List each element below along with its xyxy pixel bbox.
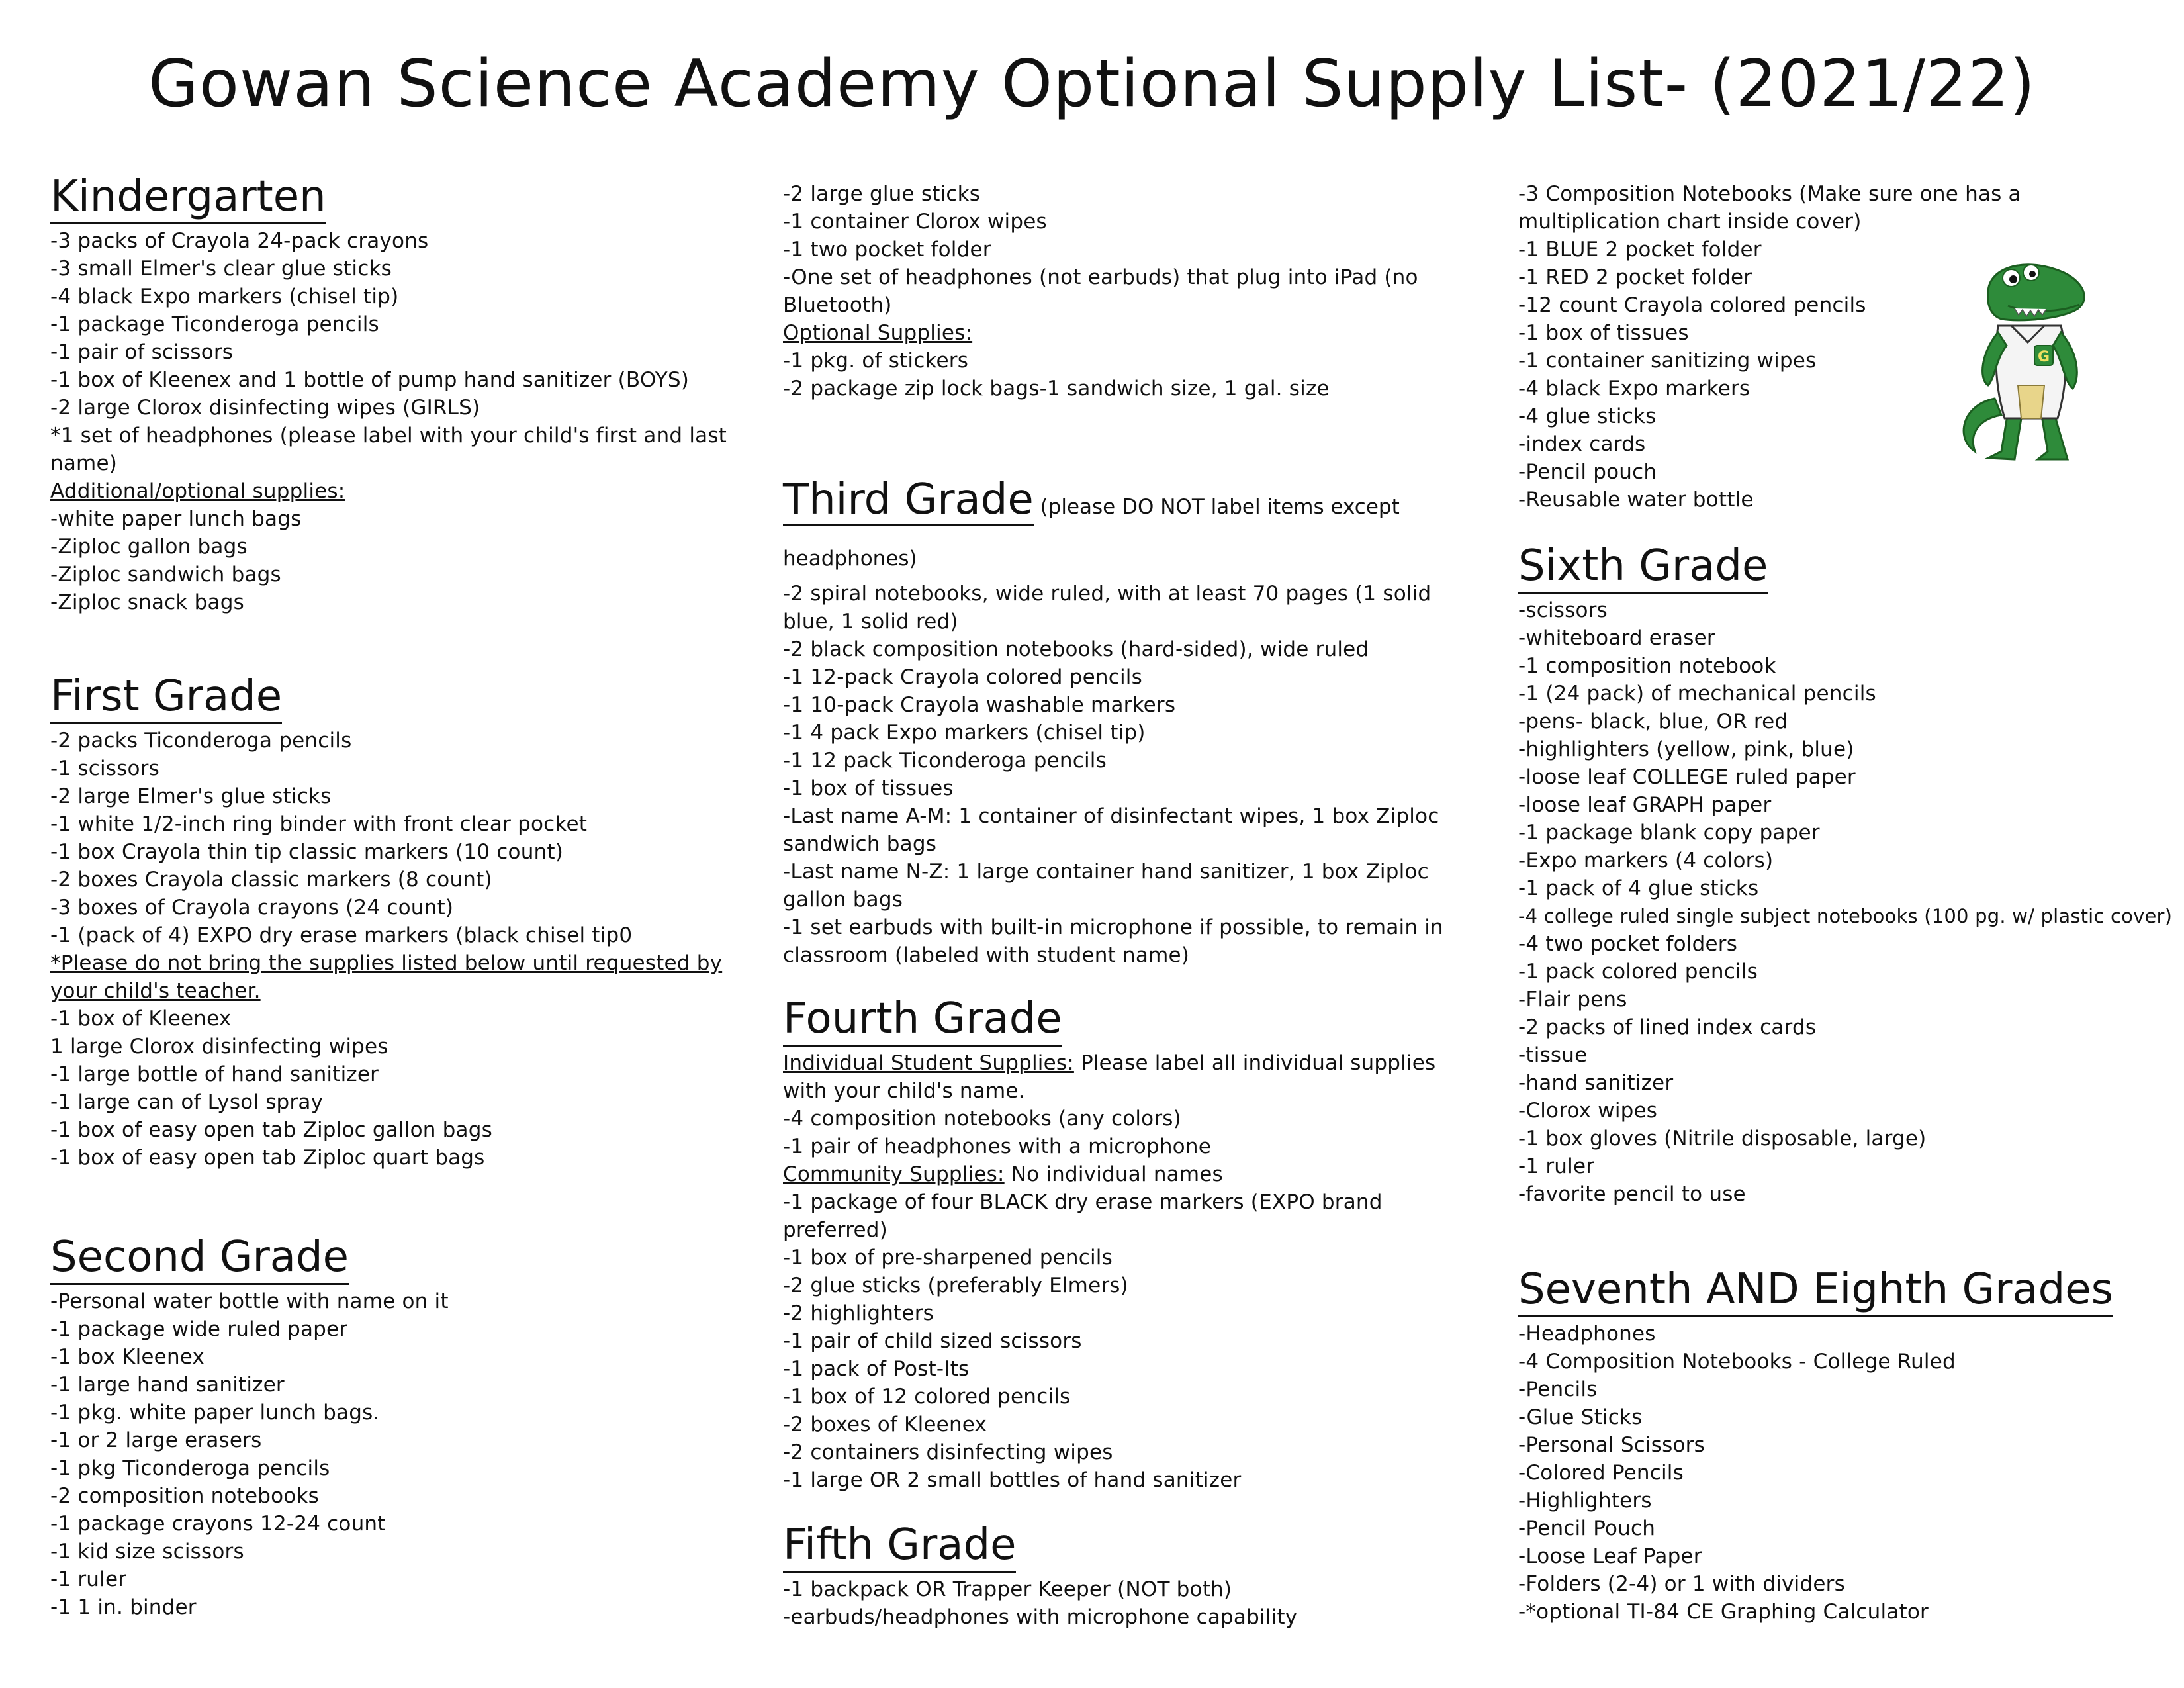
list-item: -1 box of 12 colored pencils	[783, 1385, 1071, 1409]
list-item: -earbuds/headphones with microphone capability	[783, 1605, 1298, 1629]
list-item: -1 pkg. white paper lunch bags.	[50, 1401, 380, 1425]
list-item: -3 packs of Crayola 24-pack crayons	[50, 229, 429, 253]
section-first-grade	[50, 671, 745, 1172]
list-item: -4 black Expo markers (chisel tip)	[50, 285, 399, 308]
list-item: -*optional TI-84 CE Graphing Calculator	[1518, 1600, 1929, 1624]
first-grade-requested-list	[50, 1005, 745, 1172]
list-item: -1 1 in. binder	[50, 1595, 197, 1619]
list-item: -1 12-pack Crayola colored pencils	[783, 665, 1142, 689]
list-item: -1 white 1/2-inch ring binder with front clear pocket	[50, 812, 588, 836]
list-item: -2 large Elmer's glue sticks	[50, 784, 332, 808]
third-grade-note: (please DO NOT label items except headphones)	[783, 495, 1400, 571]
list-item: -1 set earbuds with built-in microphone if possible, to remain in classroom (labeled with student name)	[783, 915, 1443, 967]
list-item: -1 large hand sanitizer	[50, 1373, 285, 1397]
section-heading-sixth-grade: Sixth Grade	[1518, 540, 1768, 594]
section-heading-fourth-grade: Fourth Grade	[783, 993, 1062, 1047]
section-heading-seventh-eighth-grades: Seventh AND Eighth Grades	[1518, 1264, 2113, 1317]
section-second-grade	[50, 1231, 745, 1621]
list-item: 1 large Clorox disinfecting wipes	[50, 1035, 388, 1058]
list-item: -Pencil pouch	[1518, 460, 1657, 484]
list-item: -Personal water bottle with name on it	[50, 1289, 449, 1313]
list-item: -1 box gloves (Nitrile disposable, large)	[1518, 1127, 1927, 1150]
mascot-badge-letter: G	[2037, 349, 2050, 365]
list-item: -2 black composition notebooks (hard-sided), wide ruled	[783, 637, 1369, 661]
list-item: -1 (24 pack) of mechanical pencils	[1518, 682, 1876, 706]
list-item: -loose leaf GRAPH paper	[1518, 793, 1772, 817]
section-heading-first-grade: First Grade	[50, 671, 282, 724]
list-item: -2 package zip lock bags-1 sandwich size, 1 gal. size	[783, 377, 1330, 400]
individual-supplies-label: Individual Student Supplies:	[783, 1051, 1074, 1075]
list-item: -1 pack of Post-Its	[783, 1357, 970, 1381]
list-item: -1 pkg. of stickers	[783, 349, 969, 373]
list-item: -Pencil Pouch	[1518, 1517, 1656, 1540]
list-item: -Ziploc gallon bags	[50, 535, 248, 559]
list-item: -3 small Elmer's clear glue sticks	[50, 257, 392, 281]
list-item: -1 pair of child sized scissors	[783, 1329, 1082, 1353]
list-item: -12 count Crayola colored pencils	[1518, 293, 1866, 317]
section-third-grade	[783, 474, 1471, 969]
list-item: -1 pack of 4 glue sticks	[1518, 876, 1759, 900]
list-item: -1 kid size scissors	[50, 1540, 244, 1564]
kindergarten-optional-list	[50, 505, 745, 616]
section-fourth-grade	[783, 993, 1471, 1494]
list-item: -4 two pocket folders	[1518, 932, 1738, 956]
section-sixth-grade	[1518, 540, 2173, 1208]
list-item: -1 box of easy open tab Ziploc quart bags	[50, 1146, 485, 1170]
list-item: -1 4 pack Expo markers (chisel tip)	[783, 721, 1146, 745]
list-item: -Flair pens	[1518, 988, 1627, 1011]
section-second-grade-continued	[783, 180, 1471, 402]
list-item: -1 box of Kleenex and 1 bottle of pump hand sanitizer (BOYS)	[50, 368, 690, 392]
list-item: -Last name A-M: 1 container of disinfectant wipes, 1 box Ziploc sandwich bags	[783, 804, 1439, 856]
list-item: -hand sanitizer	[1518, 1071, 1674, 1095]
list-item: -1 two pocket folder	[783, 238, 991, 261]
kindergarten-item-list	[50, 227, 745, 477]
list-item: -1 ruler	[50, 1568, 127, 1591]
list-item: -2 packs of lined index cards	[1518, 1015, 1817, 1039]
list-item: -1 backpack OR Trapper Keeper (NOT both)	[783, 1577, 1232, 1601]
list-item: -1 package blank copy paper	[1518, 821, 1820, 845]
third-grade-item-list	[783, 580, 1471, 969]
list-item: -1 pair of headphones with a microphone	[783, 1135, 1211, 1158]
list-item: -1 package wide ruled paper	[50, 1317, 348, 1341]
list-item: -4 black Expo markers	[1518, 377, 1751, 400]
list-item: -Ziploc sandwich bags	[50, 563, 281, 586]
community-supplies-intro	[783, 1160, 1471, 1188]
list-item: -1 BLUE 2 pocket folder	[1518, 238, 1762, 261]
list-item: -Glue Sticks	[1518, 1405, 1643, 1429]
alligator-mascot-icon	[1948, 253, 2107, 465]
list-item: -favorite pencil to use	[1518, 1182, 1746, 1206]
list-item: -Expo markers (4 colors)	[1518, 849, 1774, 872]
list-item: -white paper lunch bags	[50, 507, 302, 531]
section-heading-second-grade: Second Grade	[50, 1231, 349, 1285]
list-item: -4 college ruled single subject notebooks (100 pg. w/ plastic cover)	[1518, 905, 2173, 927]
community-supplies-text: No individual names	[1004, 1162, 1223, 1186]
individual-supplies-intro	[783, 1049, 1471, 1105]
list-item: -4 glue sticks	[1518, 404, 1657, 428]
list-item: -2 boxes Crayola classic markers (8 count)	[50, 868, 492, 892]
list-item: -1 container Clorox wipes	[783, 210, 1047, 234]
list-item: -1 RED 2 pocket folder	[1518, 265, 1752, 289]
list-item: -1 box of tissues	[1518, 321, 1689, 345]
list-item: -2 large glue sticks	[783, 182, 981, 206]
section-fifth-grade	[783, 1519, 1471, 1631]
list-item: -whiteboard eraser	[1518, 626, 1715, 650]
list-item: -4 composition notebooks (any colors)	[783, 1107, 1181, 1131]
section-heading-third-grade	[783, 474, 1471, 577]
list-item: -Headphones	[1518, 1322, 1656, 1346]
list-item: -1 pair of scissors	[50, 340, 234, 364]
list-item: -Reusable water bottle	[1518, 488, 1754, 512]
list-item: -1 box of tissues	[783, 776, 954, 800]
section-kindergarten	[50, 171, 745, 616]
first-grade-item-list	[50, 727, 745, 949]
list-item: -1 large bottle of hand sanitizer	[50, 1062, 379, 1086]
list-item: -Clorox wipes	[1518, 1099, 1658, 1123]
individual-supplies-text: Please label all individual supplies with your child's name.	[783, 1051, 1436, 1103]
list-item: -highlighters (yellow, pink, blue)	[1518, 737, 1854, 761]
list-item: -pens- black, blue, OR red	[1518, 710, 1788, 733]
list-item: -2 spiral notebooks, wide ruled, with at least 70 pages (1 solid blue, 1 solid red)	[783, 582, 1432, 633]
list-item: -1 large can of Lysol spray	[50, 1090, 324, 1114]
list-item: -Last name N-Z: 1 large container hand sanitizer, 1 box Ziploc gallon bags	[783, 860, 1429, 912]
list-item: -3 boxes of Crayola crayons (24 count)	[50, 896, 454, 919]
list-item: -1 container sanitizing wipes	[1518, 349, 1817, 373]
column-2	[783, 180, 1471, 1631]
list-item: -scissors	[1518, 598, 1608, 622]
list-item: -Pencils	[1518, 1378, 1598, 1401]
list-item: -1 box Kleenex	[50, 1345, 205, 1369]
list-item: -1 box of easy open tab Ziploc gallon bags	[50, 1118, 492, 1142]
list-item: -One set of headphones (not earbuds) that plug into iPad (no Bluetooth)	[783, 265, 1418, 317]
list-item: -tissue	[1518, 1043, 1588, 1067]
list-item: -1 (pack of 4) EXPO dry erase markers (black chisel tip0	[50, 923, 633, 947]
list-item: -Ziploc snack bags	[50, 590, 244, 614]
list-item: -1 large OR 2 small bottles of hand sanitizer	[783, 1468, 1242, 1492]
page-title: Gowan Science Academy Optional Supply List- (2021/22)	[148, 46, 2036, 122]
list-item: -1 scissors	[50, 757, 159, 780]
subheading-do-not-bring: *Please do not bring the supplies listed below until requested by your child's teacher.	[50, 951, 723, 1003]
list-item: -1 or 2 large erasers	[50, 1429, 262, 1452]
list-item: -1 composition notebook	[1518, 654, 1776, 678]
list-item: -1 10-pack Crayola washable markers	[783, 693, 1176, 717]
subheading-additional-supplies: Additional/optional supplies:	[50, 479, 345, 503]
section-heading-third-grade-text: Third Grade	[783, 475, 1034, 526]
list-item: -2 boxes of Kleenex	[783, 1413, 987, 1436]
subheading-optional-supplies: Optional Supplies:	[783, 321, 973, 345]
list-item: -2 packs Ticonderoga pencils	[50, 729, 352, 753]
list-item: -1 package of four BLACK dry erase markers (EXPO brand preferred)	[783, 1190, 1383, 1242]
list-item: -1 package Ticonderoga pencils	[50, 312, 379, 336]
list-item: -Personal Scissors	[1518, 1433, 1705, 1457]
list-item: -2 containers disinfecting wipes	[783, 1440, 1113, 1464]
list-item: -2 composition notebooks	[50, 1484, 319, 1508]
list-item: -2 highlighters	[783, 1301, 934, 1325]
list-item: -2 glue sticks (preferably Elmers)	[783, 1274, 1128, 1297]
list-item: -1 box Crayola thin tip classic markers (10 count)	[50, 840, 564, 864]
list-item: -index cards	[1518, 432, 1646, 456]
list-item: -1 pkg Ticonderoga pencils	[50, 1456, 330, 1480]
list-item: *1 set of headphones (please label with your child's first and last name)	[50, 424, 727, 475]
list-item: -1 box of Kleenex	[50, 1007, 232, 1031]
list-item: -Loose Leaf Paper	[1518, 1544, 1702, 1568]
list-item: -3 Composition Notebooks (Make sure one has a multiplication chart inside cover)	[1518, 182, 2021, 234]
list-item: -Colored Pencils	[1518, 1461, 1684, 1485]
list-item: -1 12 pack Ticonderoga pencils	[783, 749, 1107, 773]
list-item: -1 package crayons 12-24 count	[50, 1512, 386, 1536]
column-1	[50, 171, 745, 1621]
second-grade-item-list	[50, 1288, 745, 1621]
list-item: -Folders (2-4) or 1 with dividers	[1518, 1572, 1845, 1596]
list-item: -1 ruler	[1518, 1154, 1595, 1178]
section-heading-kindergarten: Kindergarten	[50, 171, 326, 224]
list-item: -Highlighters	[1518, 1489, 1652, 1513]
list-item: -2 large Clorox disinfecting wipes (GIRLS)	[50, 396, 480, 420]
section-seventh-eighth-grades	[1518, 1264, 2167, 1626]
list-item: -1 box of pre-sharpened pencils	[783, 1246, 1113, 1270]
section-heading-fifth-grade: Fifth Grade	[783, 1519, 1016, 1573]
list-item: -loose leaf COLLEGE ruled paper	[1518, 765, 1856, 789]
list-item: -1 pack colored pencils	[1518, 960, 1758, 984]
community-supplies-label: Community Supplies:	[783, 1162, 1005, 1186]
list-item: -4 Composition Notebooks - College Ruled	[1518, 1350, 1956, 1374]
